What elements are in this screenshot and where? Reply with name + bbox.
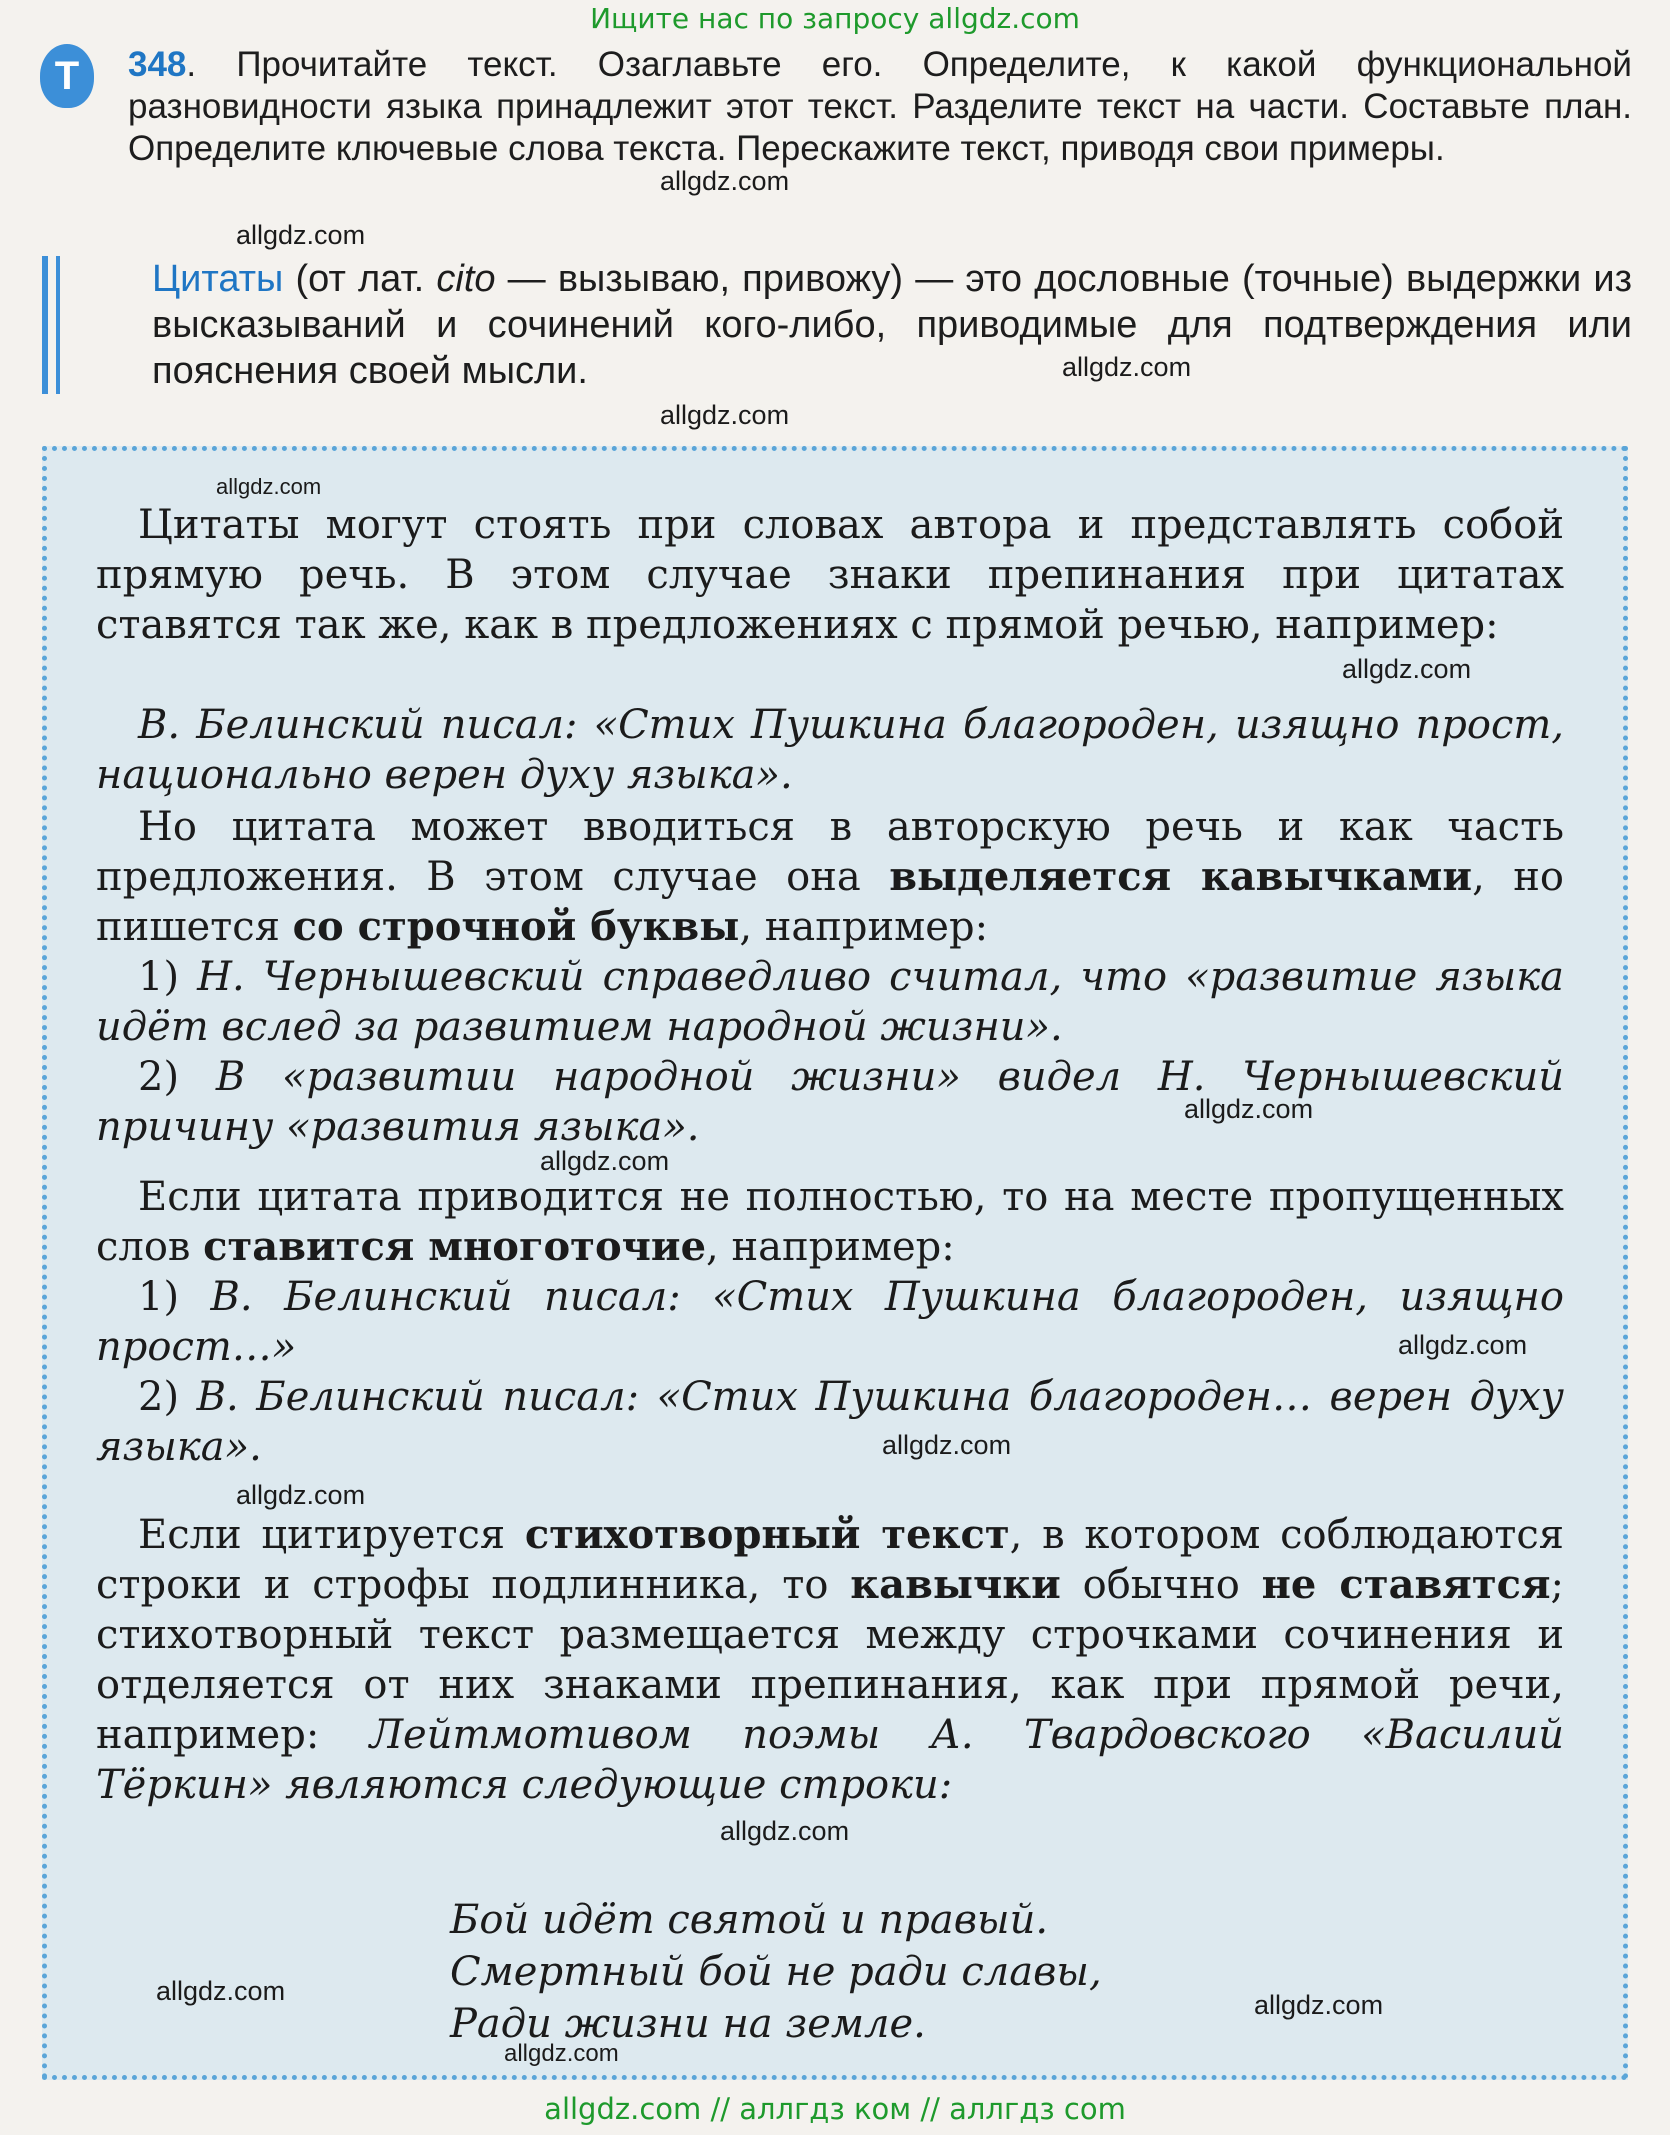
watermark: allgdz.com xyxy=(504,2040,619,2067)
watermark: allgdz.com xyxy=(1184,1094,1314,1124)
watermark: allgdz.com xyxy=(720,1816,850,1846)
poem xyxy=(450,1894,1350,2050)
definition-bar-thin xyxy=(56,256,60,394)
definition-bar xyxy=(42,256,48,394)
rule-paragraph-3: Если цитата приводится не полностью, то на месте пропущенных слов ставится многоточие, например: xyxy=(96,1174,1564,1270)
task-text xyxy=(42,44,1632,170)
watermark: allgdz.com xyxy=(1062,352,1192,382)
watermark: allgdz.com xyxy=(540,1146,670,1176)
watermark: allgdz.com xyxy=(216,474,322,499)
example-2: 1) Н. Чернышевский справедливо считал, что «развитие языка идёт вслед за развитием народной жизни». xyxy=(96,954,1564,1050)
definition-term: Цитаты xyxy=(152,258,284,300)
bottom-banner[interactable]: allgdz.com // аллгдз ком // аллгдз com xyxy=(544,2092,1126,2126)
example-5: 2) В. Белинский писал: «Стих Пушкина благороден… верен духу языка». xyxy=(96,1374,1564,1470)
watermark: allgdz.com xyxy=(1254,1990,1384,2020)
poem-line: Смертный бой не ради славы, xyxy=(450,1949,1102,1995)
watermark: allgdz.com xyxy=(882,1430,1012,1460)
watermark: allgdz.com xyxy=(660,166,790,196)
definition: Цитаты (от лат. cito — вызываю, привожу) — это дословные (точные) выдержки из высказываний и сочинений кого-либо, приводимые для подтверждения или пояснения своей мысли. xyxy=(152,258,1632,392)
watermark: allgdz.com xyxy=(1398,1330,1528,1360)
example-3: 2) В «развитии народной жизни» видел Н. Чернышевский причину «развития языка». xyxy=(96,1054,1564,1150)
watermark: allgdz.com xyxy=(1342,654,1472,684)
watermark: allgdz.com xyxy=(236,220,366,250)
rule-paragraph-2: Но цитата может вводиться в авторскую речь и как часть предложения. В этом случае она выделяется кавычками, но пишется со строчной буквы, например: xyxy=(96,804,1565,950)
example-4: 1) В. Белинский писал: «Стих Пушкина благороден, изящно прост…» xyxy=(96,1274,1564,1370)
watermark: allgdz.com xyxy=(156,1976,286,2006)
watermark: allgdz.com xyxy=(236,1480,366,1510)
watermark: allgdz.com xyxy=(660,400,790,430)
poem-line: Ради жизни на земле. xyxy=(450,2001,926,2047)
task-number: 348 xyxy=(128,45,187,84)
rule-paragraph-1: Цитаты могут стоять при словах автора и представлять собой прямую речь. В этом случае знаки препинания при цитатах ставятся так же, как в предложениях с прямой речью, например: xyxy=(96,502,1564,648)
latin-word: cito xyxy=(436,258,496,300)
rule-paragraph-4: Если цитируется стихотворный текст, в котором соблюдаются строки и строфы подлинника, то кавычки обычно не ставятся; стихотворный текст размещается между строчками сочинения и отделяется от них знаками препинания, как при прямой речи, например: Лейтмотивом поэмы А. Твардовского «Василий Тёркин» являются следующие строки: xyxy=(96,1511,1565,1808)
example-1: В. Белинский писал: «Стих Пушкина благороден, изящно прост, национально верен духу языка». xyxy=(96,702,1564,798)
poem-line: Бой идёт святой и правый. xyxy=(450,1897,1049,1943)
top-banner[interactable]: Ищите нас по запросу allgdz.com xyxy=(590,2,1080,35)
task-instructions: . Прочитайте текст. Озаглавьте его. Определите, к какой функциональной разновидности языка принадлежит этот текст. Разделите текст на части. Составьте план. Определите ключевые слова текста. Перескажите текст, приводя свои примеры. xyxy=(128,45,1632,168)
task-type-badge: Т xyxy=(40,44,94,108)
